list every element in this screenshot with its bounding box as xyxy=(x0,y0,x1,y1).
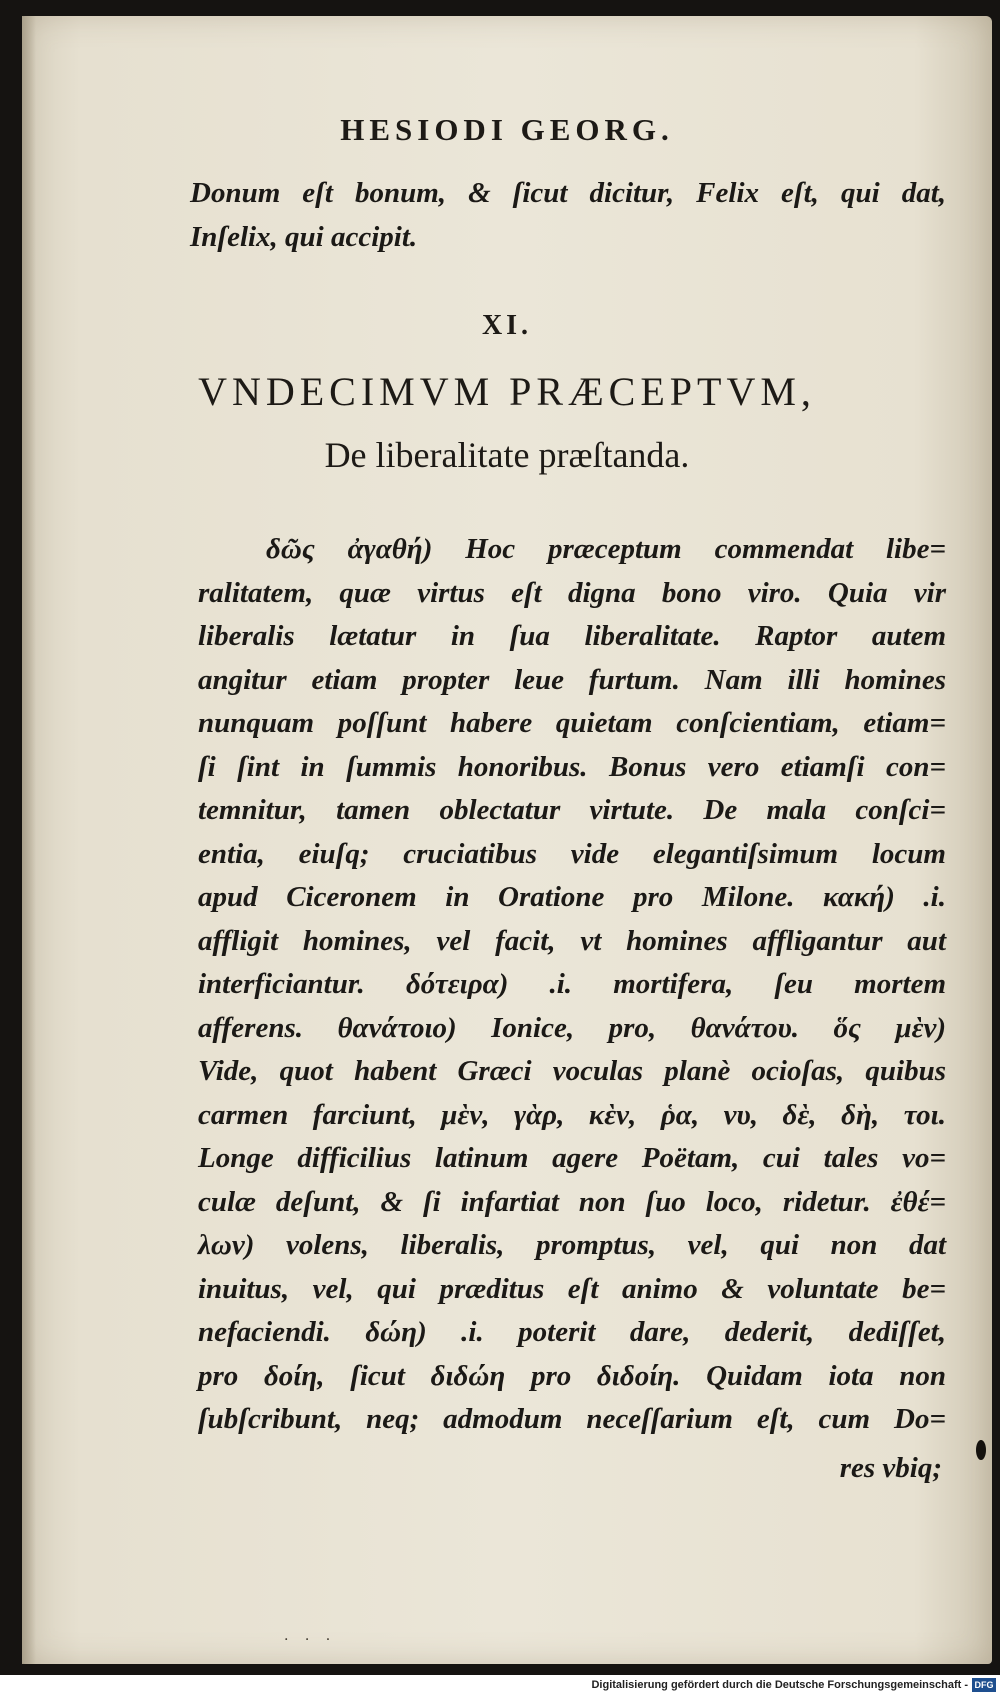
text-line: Donum eſt bonum, & ſicut dicitur, Felix eſt, qui dat, xyxy=(190,177,946,209)
page-specks: . . . xyxy=(284,1628,337,1644)
text-line: λων) volens, liberalis, promptus, vel, qui non dat xyxy=(198,1229,946,1261)
text-line: liberalis lætatur in ſua liberalitate. Raptor autem xyxy=(198,620,946,652)
intro-paragraph xyxy=(190,172,946,259)
text-line: Inſelix, qui accipit. xyxy=(190,220,418,253)
text-line: nefaciendi. δώη) .i. poterit dare, dederit, dediſſet, xyxy=(198,1316,946,1348)
text-line: ralitatem, quæ virtus eſt digna bono viro. Quia vir xyxy=(198,576,946,609)
text-line: ſi ſint in ſummis honoribus. Bonus vero etiamſi con= xyxy=(198,750,946,783)
text-line: pro δοίη, ſicut διδώη pro διδοίη. Quidam iota non xyxy=(198,1359,946,1392)
text-line: δῶς ἀγαθή) Hoc præceptum commendat libe= xyxy=(266,533,946,565)
text-line: angitur etiam propter leue furtum. Nam illi homines xyxy=(198,663,946,696)
page-gutter-shadow xyxy=(22,16,36,1664)
text-line: carmen farciunt, μὲν, γὰρ, κὲν, ῥα, νυ, δὲ, δὴ, τοι. xyxy=(198,1098,946,1131)
running-head: HESIODI GEORG. xyxy=(340,112,674,147)
text-line: interficiantur. δότειρα) .i. mortifera, ſeu mortem xyxy=(198,968,946,1000)
ink-blot xyxy=(976,1440,986,1460)
book-page xyxy=(22,16,992,1664)
text-line: affligit homines, vel facit, vt homines affligantur aut xyxy=(198,924,946,957)
text-line: entia, eiuſq; cruciatibus vide elegantiſsimum locum xyxy=(198,837,946,870)
text-line: culæ deſunt, & ſi infartiat non ſuo loco, ridetur. ἐθέ= xyxy=(198,1185,946,1218)
footer-credit: Digitalisierung gefördert durch die Deutsche Forschungsgemeinschaft - xyxy=(591,1679,968,1691)
section-subtitle: De liberalitate præſtanda. xyxy=(324,435,690,475)
dfg-logo-icon: DFG xyxy=(972,1678,996,1692)
text-line: temnitur, tamen oblectatur virtute. De mala conſci= xyxy=(198,794,946,826)
text-line: ſubſcribunt, neq; admodum neceſſarium eſt, cum Do= xyxy=(198,1403,946,1435)
text-line: Vide, quot habent Græci voculas planè ocioſas, quibus xyxy=(198,1055,946,1087)
text-line: nunquam poſſunt habere quietam conſcientiam, etiam= xyxy=(198,707,946,739)
section-number: XI. xyxy=(481,310,533,341)
text-line: apud Ciceronem in Oratione pro Milone. κακή) .i. xyxy=(198,881,946,913)
text-line: Longe difficilius latinum agere Poëtam, cui tales vo= xyxy=(198,1142,946,1174)
catchword: res vbiq; xyxy=(839,1452,942,1484)
body-paragraph xyxy=(198,528,946,1442)
text-line: inuitus, vel, qui præditus eſt animo & voluntate be= xyxy=(198,1272,946,1305)
section-title: VNDECIMVM PRÆCEPTVM, xyxy=(198,369,816,414)
text-line: afferens. θανάτοιο) Ionice, pro, θανάτου. ὅς μὲν) xyxy=(198,1011,946,1044)
